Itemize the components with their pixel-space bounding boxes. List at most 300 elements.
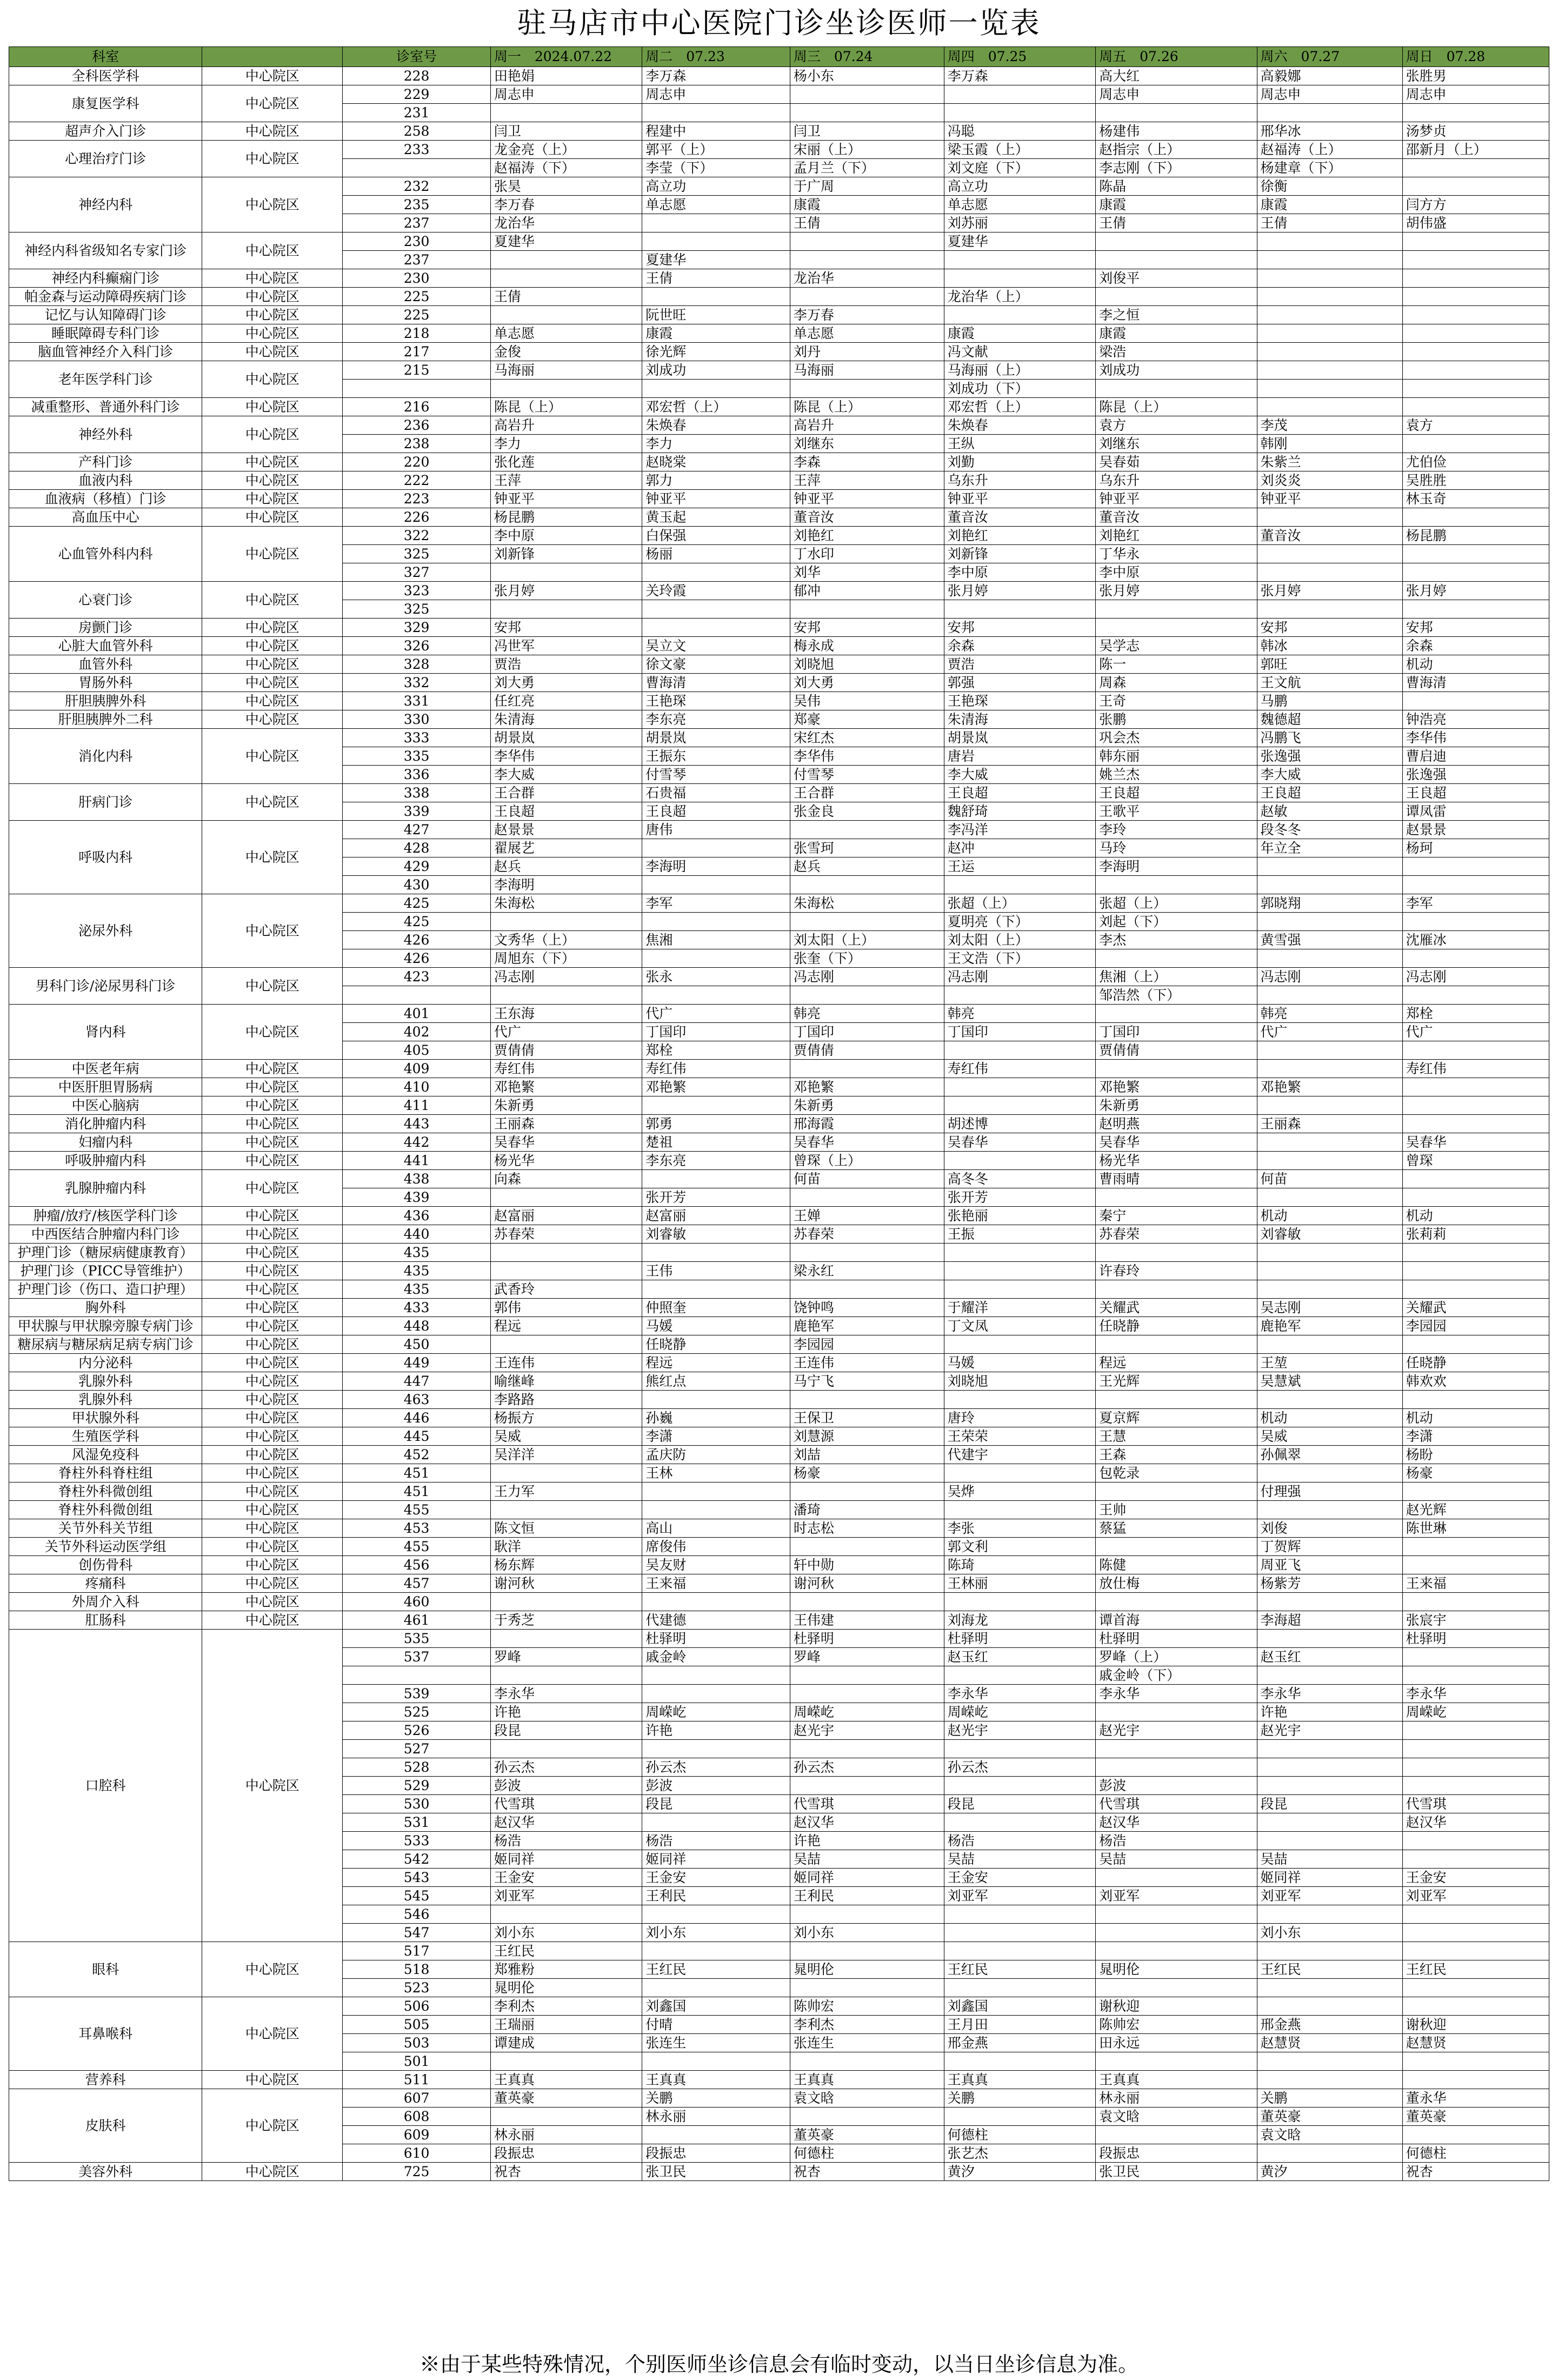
doctor-cell-sun — [1402, 1777, 1549, 1795]
doctor-cell-wed: 王真真 — [790, 2071, 944, 2089]
doctor-cell-wed: 刘喆 — [790, 1446, 944, 1464]
room-cell: 430 — [343, 876, 491, 894]
doctor-cell-wed — [790, 1905, 944, 1924]
room-cell: 543 — [343, 1869, 491, 1887]
room-cell: 525 — [343, 1703, 491, 1721]
doctor-cell-wed — [790, 986, 944, 1005]
doctor-cell-wed: 时志松 — [790, 1519, 944, 1538]
doctor-cell-sat: 韩冰 — [1257, 637, 1402, 655]
doctor-cell-sat — [1257, 251, 1402, 269]
doctor-cell-tue: 徐光辉 — [642, 343, 790, 361]
doctor-cell-fri: 许春玲 — [1096, 1262, 1257, 1280]
doctor-cell-wed: 吴伟 — [790, 692, 944, 710]
doctor-cell-thu: 钟亚平 — [944, 490, 1095, 508]
table-row — [9, 729, 1549, 747]
doctor-cell-wed: 刘丹 — [790, 343, 944, 361]
doctor-cell-sun: 张月婷 — [1402, 582, 1549, 600]
doctor-cell-tue: 王良超 — [642, 802, 790, 821]
table-header — [9, 47, 1549, 67]
doctor-cell-sat — [1257, 232, 1402, 251]
doctor-cell-thu — [944, 1152, 1095, 1170]
room-cell: 425 — [343, 913, 491, 931]
doctor-cell-sat: 吴喆 — [1257, 1850, 1402, 1869]
doctor-cell-sat: 马鹏 — [1257, 692, 1402, 710]
doctor-cell-fri: 夏京辉 — [1096, 1409, 1257, 1427]
doctor-cell-thu: 王文浩（下） — [944, 949, 1095, 968]
doctor-cell-mon: 谢河秋 — [490, 1574, 642, 1593]
doctor-cell-fri: 陈帅宏 — [1096, 2016, 1257, 2034]
room-cell: 447 — [343, 1372, 491, 1391]
doctor-cell-thu — [944, 1041, 1095, 1060]
doctor-cell-mon: 李海明 — [490, 876, 642, 894]
doctor-cell-sat — [1257, 1740, 1402, 1758]
doctor-cell-fri — [1096, 1979, 1257, 1997]
doctor-cell-sun: 余森 — [1402, 637, 1549, 655]
doctor-cell-wed: 孙云杰 — [790, 1758, 944, 1777]
room-cell: 451 — [343, 1464, 491, 1482]
room-cell: 435 — [343, 1262, 491, 1280]
dept-cell: 全科医学科 — [9, 67, 202, 85]
doctor-cell-tue: 姬同祥 — [642, 1850, 790, 1869]
doctor-cell-mon: 段振忠 — [490, 2144, 642, 2163]
doctor-cell-fri: 李杰 — [1096, 931, 1257, 949]
doctor-cell-wed: 代雪琪 — [790, 1795, 944, 1813]
table-row — [9, 1207, 1549, 1225]
doctor-cell-sat: 丁贺辉 — [1257, 1538, 1402, 1556]
doctor-cell-thu: 关鹏 — [944, 2089, 1095, 2108]
doctor-cell-wed: 郁冲 — [790, 582, 944, 600]
doctor-cell-tue — [642, 563, 790, 582]
doctor-cell-tue: 张永 — [642, 968, 790, 986]
doctor-cell-sat — [1257, 1777, 1402, 1795]
room-cell: 441 — [343, 1152, 491, 1170]
doctor-cell-thu — [944, 986, 1095, 1005]
doctor-cell-mon: 王倩 — [490, 288, 642, 306]
doctor-cell-thu: 朱焕春 — [944, 416, 1095, 435]
doctor-cell-tue — [642, 619, 790, 637]
room-cell: 442 — [343, 1133, 491, 1152]
doctor-cell-mon: 杨光华 — [490, 1152, 642, 1170]
doctor-cell-thu — [944, 1666, 1095, 1685]
doctor-cell-sun: 安邦 — [1402, 619, 1549, 637]
doctor-cell-fri: 谢秋迎 — [1096, 1997, 1257, 2016]
room-cell: 411 — [343, 1096, 491, 1115]
doctor-cell-fri — [1096, 1924, 1257, 1942]
doctor-cell-sat — [1257, 986, 1402, 1005]
room-cell: 517 — [343, 1942, 491, 1960]
doctor-cell-wed: 马海丽 — [790, 361, 944, 380]
doctor-cell-wed: 董音汝 — [790, 508, 944, 527]
dept-cell: 血液病（移植）门诊 — [9, 490, 202, 508]
doctor-cell-tue — [642, 949, 790, 968]
doctor-cell-fri — [1096, 2126, 1257, 2144]
room-cell: 402 — [343, 1023, 491, 1041]
doctor-cell-tue: 付雪琴 — [642, 766, 790, 784]
doctor-cell-wed — [790, 232, 944, 251]
doctor-cell-wed: 王保卫 — [790, 1409, 944, 1427]
room-cell: 461 — [343, 1611, 491, 1630]
room-cell: 232 — [343, 177, 491, 196]
header-day-mon: 周一 2024.07.22 — [490, 47, 642, 67]
doctor-cell-mon: 李中原 — [490, 527, 642, 545]
doctor-cell-thu: 唐岩 — [944, 747, 1095, 766]
campus-cell: 中心院区 — [202, 2089, 343, 2163]
doctor-cell-mon: 周旭东（下） — [490, 949, 642, 968]
table-row — [9, 1464, 1549, 1482]
doctor-cell-sat — [1257, 857, 1402, 876]
campus-cell: 中心院区 — [202, 141, 343, 177]
doctor-cell-thu — [944, 1905, 1095, 1924]
campus-cell: 中心院区 — [202, 1372, 343, 1391]
table-row — [9, 1262, 1549, 1280]
doctor-cell-sun: 闫方方 — [1402, 196, 1549, 214]
room-cell: 608 — [343, 2108, 491, 2126]
doctor-cell-fri — [1096, 1391, 1257, 1409]
campus-cell: 中心院区 — [202, 692, 343, 710]
dept-cell: 高血压中心 — [9, 508, 202, 527]
doctor-cell-wed — [790, 821, 944, 839]
doctor-cell-wed: 梁永红 — [790, 1262, 944, 1280]
doctor-cell-wed: 何苗 — [790, 1170, 944, 1188]
campus-cell: 中心院区 — [202, 1133, 343, 1152]
doctor-cell-mon: 赵兵 — [490, 857, 642, 876]
doctor-cell-sun — [1402, 692, 1549, 710]
doctor-cell-wed: 梅永成 — [790, 637, 944, 655]
doctor-cell-sat — [1257, 343, 1402, 361]
doctor-cell-sat: 郭晓翔 — [1257, 894, 1402, 913]
doctor-cell-sat: 郭旺 — [1257, 655, 1402, 674]
doctor-cell-tue: 高山 — [642, 1519, 790, 1538]
doctor-cell-mon — [490, 251, 642, 269]
doctor-cell-tue — [642, 1905, 790, 1924]
doctor-cell-sat: 杨紫芳 — [1257, 1574, 1402, 1593]
doctor-cell-tue: 孙云杰 — [642, 1758, 790, 1777]
room-cell: 457 — [343, 1574, 491, 1593]
doctor-cell-mon — [490, 1335, 642, 1354]
doctor-cell-sun — [1402, 2126, 1549, 2144]
doctor-cell-tue — [642, 1391, 790, 1409]
campus-cell: 中心院区 — [202, 1942, 343, 1997]
dept-cell: 呼吸肿瘤内科 — [9, 1152, 202, 1170]
doctor-cell-fri: 程远 — [1096, 1354, 1257, 1372]
doctor-cell-tue: 石贵福 — [642, 784, 790, 802]
campus-cell: 中心院区 — [202, 67, 343, 85]
doctor-cell-sat: 段昆 — [1257, 1795, 1402, 1813]
doctor-cell-fri: 赵汉华 — [1096, 1813, 1257, 1832]
doctor-cell-fri: 张鹏 — [1096, 710, 1257, 729]
doctor-cell-wed: 袁文晗 — [790, 2089, 944, 2108]
doctor-cell-wed — [790, 1666, 944, 1685]
doctor-cell-tue: 席俊伟 — [642, 1538, 790, 1556]
doctor-cell-thu: 李中原 — [944, 563, 1095, 582]
doctor-cell-sat — [1257, 1152, 1402, 1170]
room-cell: 547 — [343, 1924, 491, 1942]
campus-cell: 中心院区 — [202, 490, 343, 508]
room-cell: 326 — [343, 637, 491, 655]
doctor-cell-sun: 寿红伟 — [1402, 1060, 1549, 1078]
doctor-cell-thu: 张开芳 — [944, 1188, 1095, 1207]
room-cell: 333 — [343, 729, 491, 747]
doctor-cell-tue: 熊红点 — [642, 1372, 790, 1391]
table-row — [9, 1427, 1549, 1446]
doctor-cell-fri: 段振忠 — [1096, 2144, 1257, 2163]
doctor-cell-mon — [490, 600, 642, 619]
table-row — [9, 1630, 1549, 1648]
doctor-cell-mon: 王红民 — [490, 1942, 642, 1960]
room-cell: 426 — [343, 949, 491, 968]
doctor-cell-thu: 康霞 — [944, 324, 1095, 343]
campus-cell: 中心院区 — [202, 269, 343, 288]
doctor-cell-sun: 韩欢欢 — [1402, 1372, 1549, 1391]
doctor-cell-fri: 王帅 — [1096, 1501, 1257, 1519]
campus-cell: 中心院区 — [202, 398, 343, 416]
doctor-cell-sat — [1257, 1997, 1402, 2016]
room-cell: 331 — [343, 692, 491, 710]
doctor-cell-sat: 刘睿敏 — [1257, 1225, 1402, 1244]
table-row — [9, 1078, 1549, 1096]
doctor-cell-sun — [1402, 913, 1549, 931]
doctor-cell-tue: 张卫民 — [642, 2163, 790, 2181]
doctor-cell-sun — [1402, 2052, 1549, 2071]
doctor-cell-sat — [1257, 1133, 1402, 1152]
doctor-cell-sat — [1257, 1905, 1402, 1924]
campus-cell: 中心院区 — [202, 324, 343, 343]
doctor-cell-mon: 陈文恒 — [490, 1519, 642, 1538]
doctor-cell-tue: 夏建华 — [642, 251, 790, 269]
doctor-cell-fri: 丁国印 — [1096, 1023, 1257, 1041]
table-row — [9, 1501, 1549, 1519]
dept-cell: 中西医结合肿瘤内科门诊 — [9, 1225, 202, 1244]
doctor-cell-tue — [642, 1280, 790, 1299]
doctor-cell-thu: 刘勤 — [944, 453, 1095, 471]
doctor-cell-thu: 王荣荣 — [944, 1427, 1095, 1446]
doctor-cell-wed: 朱海松 — [790, 894, 944, 913]
campus-cell: 中心院区 — [202, 1152, 343, 1170]
doctor-cell-sat: 韩亮 — [1257, 1005, 1402, 1023]
doctor-cell-tue: 李力 — [642, 435, 790, 453]
doctor-cell-fri — [1096, 1335, 1257, 1354]
table-row — [9, 453, 1549, 471]
doctor-cell-mon: 向森 — [490, 1170, 642, 1188]
doctor-cell-tue: 王利民 — [642, 1887, 790, 1905]
table-row — [9, 1280, 1549, 1299]
doctor-cell-wed — [790, 1391, 944, 1409]
doctor-cell-wed: 丁水印 — [790, 545, 944, 563]
table-row — [9, 1317, 1549, 1335]
doctor-cell-tue — [642, 600, 790, 619]
doctor-cell-fri: 梁浩 — [1096, 343, 1257, 361]
room-cell: 529 — [343, 1777, 491, 1795]
doctor-cell-sun — [1402, 1041, 1549, 1060]
doctor-cell-fri: 刘艳红 — [1096, 527, 1257, 545]
doctor-cell-tue: 邓艳繁 — [642, 1078, 790, 1096]
doctor-cell-mon: 王真真 — [490, 2071, 642, 2089]
doctor-cell-thu: 安邦 — [944, 619, 1095, 637]
doctor-cell-thu — [944, 1096, 1095, 1115]
doctor-cell-sat: 邢华冰 — [1257, 122, 1402, 141]
room-cell: 327 — [343, 563, 491, 582]
doctor-cell-sat — [1257, 1188, 1402, 1207]
doctor-cell-wed: 谢河秋 — [790, 1574, 944, 1593]
doctor-cell-mon: 李力 — [490, 435, 642, 453]
campus-cell: 中心院区 — [202, 508, 343, 527]
doctor-cell-sat: 张逸强 — [1257, 747, 1402, 766]
room-cell: 328 — [343, 655, 491, 674]
doctor-cell-fri: 邹浩然（下） — [1096, 986, 1257, 1005]
doctor-cell-wed: 刘小东 — [790, 1924, 944, 1942]
doctor-cell-wed: 朱新勇 — [790, 1096, 944, 1115]
doctor-cell-fri — [1096, 1280, 1257, 1299]
doctor-cell-sun: 代雪琪 — [1402, 1795, 1549, 1813]
dept-cell: 乳腺外科 — [9, 1391, 202, 1409]
header-dept: 科室 — [9, 47, 202, 67]
doctor-cell-fri: 陈昆（上） — [1096, 398, 1257, 416]
doctor-cell-sun — [1402, 288, 1549, 306]
doctor-cell-tue: 寿红伟 — [642, 1060, 790, 1078]
campus-cell: 中心院区 — [202, 232, 343, 269]
doctor-cell-fri: 刘继东 — [1096, 435, 1257, 453]
header-day-fri: 周五 07.26 — [1096, 47, 1257, 67]
doctor-cell-tue: 戚金岭 — [642, 1648, 790, 1666]
doctor-cell-thu: 吴春华 — [944, 1133, 1095, 1152]
dept-cell: 脊柱外科脊柱组 — [9, 1464, 202, 1482]
doctor-cell-tue — [642, 1666, 790, 1685]
doctor-cell-thu: 王金安 — [944, 1869, 1095, 1887]
doctor-cell-wed: 单志愿 — [790, 324, 944, 343]
doctor-cell-thu: 赵玉红 — [944, 1648, 1095, 1666]
room-cell: 455 — [343, 1538, 491, 1556]
doctor-cell-fri: 陈一 — [1096, 655, 1257, 674]
doctor-cell-sun — [1402, 1556, 1549, 1574]
doctor-cell-fri — [1096, 1538, 1257, 1556]
room-cell: 329 — [343, 619, 491, 637]
doctor-cell-mon: 杨东辉 — [490, 1556, 642, 1574]
doctor-cell-sat: 赵敏 — [1257, 802, 1402, 821]
doctor-cell-mon: 李路路 — [490, 1391, 642, 1409]
doctor-cell-tue: 许艳 — [642, 1721, 790, 1740]
doctor-cell-sat: 邓艳繁 — [1257, 1078, 1402, 1096]
doctor-cell-sat: 袁文晗 — [1257, 2126, 1402, 2144]
doctor-cell-thu — [944, 1280, 1095, 1299]
dept-cell: 减重整形、普通外科门诊 — [9, 398, 202, 416]
doctor-cell-sat — [1257, 949, 1402, 968]
doctor-cell-sat: 张月婷 — [1257, 582, 1402, 600]
dept-cell: 美容外科 — [9, 2163, 202, 2181]
doctor-cell-fri: 蔡猛 — [1096, 1519, 1257, 1538]
doctor-cell-tue: 单志愿 — [642, 196, 790, 214]
doctor-cell-sun: 吴胜胜 — [1402, 471, 1549, 490]
doctor-cell-thu — [944, 1335, 1095, 1354]
doctor-cell-sat: 机动 — [1257, 1207, 1402, 1225]
doctor-cell-wed: 赵光宇 — [790, 1721, 944, 1740]
room-cell: 410 — [343, 1078, 491, 1096]
doctor-cell-wed: 李华伟 — [790, 747, 944, 766]
dept-cell: 内分泌科 — [9, 1354, 202, 1372]
doctor-cell-sun: 林玉奇 — [1402, 490, 1549, 508]
room-cell — [343, 380, 491, 398]
doctor-cell-wed: 付雪琴 — [790, 766, 944, 784]
doctor-cell-thu: 张超（上） — [944, 894, 1095, 913]
doctor-cell-thu — [944, 1593, 1095, 1611]
doctor-cell-fri — [1096, 380, 1257, 398]
doctor-cell-fri: 赵指宗（上） — [1096, 141, 1257, 159]
room-cell: 503 — [343, 2034, 491, 2052]
table-row — [9, 2071, 1549, 2089]
doctor-cell-thu — [944, 2052, 1095, 2071]
doctor-cell-thu: 王红民 — [944, 1960, 1095, 1979]
doctor-cell-wed: 冯志刚 — [790, 968, 944, 986]
doctor-cell-mon — [490, 1501, 642, 1519]
doctor-cell-thu: 杨浩 — [944, 1832, 1095, 1850]
table-row — [9, 269, 1549, 288]
table-row — [9, 232, 1549, 251]
doctor-cell-fri: 林永丽 — [1096, 2089, 1257, 2108]
campus-cell: 中心院区 — [202, 1244, 343, 1262]
doctor-cell-wed — [790, 913, 944, 931]
doctor-cell-sun: 曹启迪 — [1402, 747, 1549, 766]
doctor-cell-thu: 王艳琛 — [944, 692, 1095, 710]
table-row — [9, 1391, 1549, 1409]
campus-cell: 中心院区 — [202, 1096, 343, 1115]
doctor-cell-sun: 曹海清 — [1402, 674, 1549, 692]
campus-cell: 中心院区 — [202, 1446, 343, 1464]
dept-cell: 中医肝胆胃肠病 — [9, 1078, 202, 1096]
doctor-cell-sun — [1402, 104, 1549, 122]
doctor-cell-thu — [944, 1979, 1095, 1997]
doctor-cell-tue: 孟庆防 — [642, 1446, 790, 1464]
doctor-cell-sun: 代广 — [1402, 1023, 1549, 1041]
doctor-cell-mon: 段昆 — [490, 1721, 642, 1740]
doctor-cell-tue — [642, 214, 790, 232]
doctor-cell-tue: 郭力 — [642, 471, 790, 490]
doctor-cell-sun — [1402, 508, 1549, 527]
table-row — [9, 1170, 1549, 1188]
campus-cell: 中心院区 — [202, 582, 343, 619]
doctor-cell-sun — [1402, 1391, 1549, 1409]
doctor-cell-sat: 杨建章（下） — [1257, 159, 1402, 177]
room-cell: 451 — [343, 1482, 491, 1501]
doctor-cell-fri: 关耀武 — [1096, 1299, 1257, 1317]
doctor-cell-mon: 耿洋 — [490, 1538, 642, 1556]
doctor-cell-sat: 孙佩翠 — [1257, 1446, 1402, 1464]
table-row — [9, 1060, 1549, 1078]
table-row — [9, 1574, 1549, 1593]
doctor-cell-mon: 龙治华 — [490, 214, 642, 232]
doctor-cell-wed: 于广周 — [790, 177, 944, 196]
doctor-cell-thu — [944, 306, 1095, 324]
doctor-cell-thu: 胡景岚 — [944, 729, 1095, 747]
doctor-cell-fri — [1096, 1060, 1257, 1078]
doctor-cell-sun — [1402, 563, 1549, 582]
doctor-cell-wed: 姬同祥 — [790, 1869, 944, 1887]
dept-cell: 神经内科省级知名专家门诊 — [9, 232, 202, 269]
room-cell: 229 — [343, 85, 491, 104]
room-cell: 453 — [343, 1519, 491, 1538]
doctor-cell-wed: 吴喆 — [790, 1850, 944, 1869]
doctor-cell-wed: 杨豪 — [790, 1464, 944, 1482]
doctor-cell-sat: 黄雪强 — [1257, 931, 1402, 949]
doctor-cell-tue — [642, 104, 790, 122]
dept-cell: 护理门诊（伤口、造口护理） — [9, 1280, 202, 1299]
doctor-cell-fri: 谭首海 — [1096, 1611, 1257, 1630]
doctor-cell-thu: 刘文庭（下） — [944, 159, 1095, 177]
dept-cell: 外周介入科 — [9, 1593, 202, 1611]
campus-cell: 中心院区 — [202, 85, 343, 122]
doctor-cell-wed: 陈帅宏 — [790, 1997, 944, 2016]
doctor-cell-mon: 杨浩 — [490, 1832, 642, 1850]
doctor-cell-tue: 代广 — [642, 1005, 790, 1023]
doctor-cell-wed — [790, 876, 944, 894]
